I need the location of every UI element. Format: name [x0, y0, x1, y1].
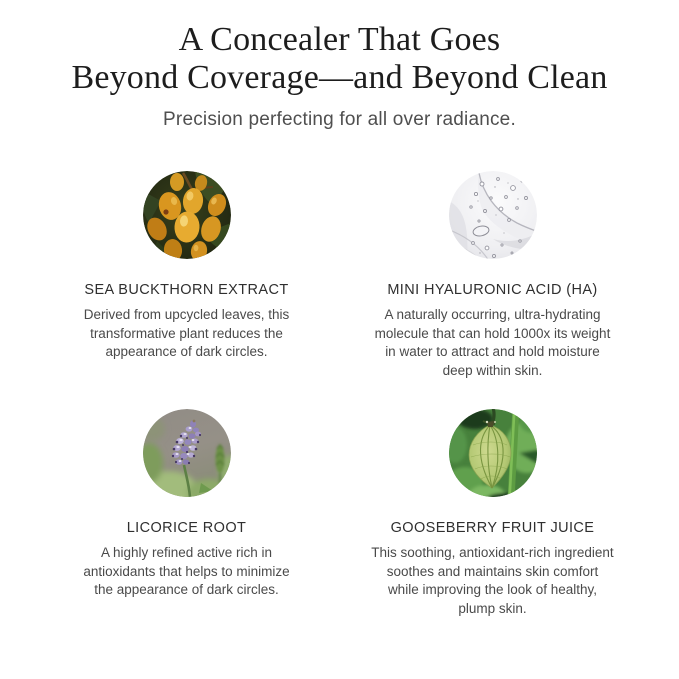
ingredient-description: A highly refined active rich in antioxidants that helps to minimize the appearance of dark circles.	[83, 545, 290, 597]
page-subtitle: Precision perfecting for all over radiance.	[163, 109, 516, 130]
ingredient-card-hyaluronic-acid	[340, 171, 646, 380]
ingredient-name: MINI HYALURONIC ACID (HA)	[387, 282, 598, 298]
page-title: A Concealer That Goes Beyond Coverage—and Beyond Clean	[71, 21, 608, 96]
ingredient-card-gooseberry	[340, 409, 646, 618]
ingredient-name: LICORICE ROOT	[126, 520, 247, 536]
header	[0, 0, 679, 131]
ingredient-name: GOOSEBERRY FRUIT JUICE	[390, 520, 595, 536]
ingredient-card-sea-buckthorn	[34, 171, 340, 362]
ingredient-card-licorice-root	[34, 409, 340, 600]
ingredient-description: This soothing, antioxidant-rich ingredient soothes and maintains skin comfort while improving the look of healthy, plump skin.	[371, 545, 614, 616]
ingredient-name: SEA BUCKTHORN EXTRACT	[84, 282, 289, 298]
clear-gel-texture-photo	[449, 171, 537, 259]
ingredient-grid	[0, 171, 679, 618]
licorice-flower-photo	[143, 409, 231, 497]
ingredient-description: Derived from upcycled leaves, this transformative plant reduces the appearance of dark circles.	[83, 307, 290, 359]
gooseberry-husk-photo	[449, 409, 537, 497]
ingredient-description: A naturally occurring, ultra-hydrating molecule that can hold 1000x its weight in water to attract and hold moisture deep within skin.	[374, 307, 611, 378]
sea-buckthorn-berries-photo	[143, 171, 231, 259]
